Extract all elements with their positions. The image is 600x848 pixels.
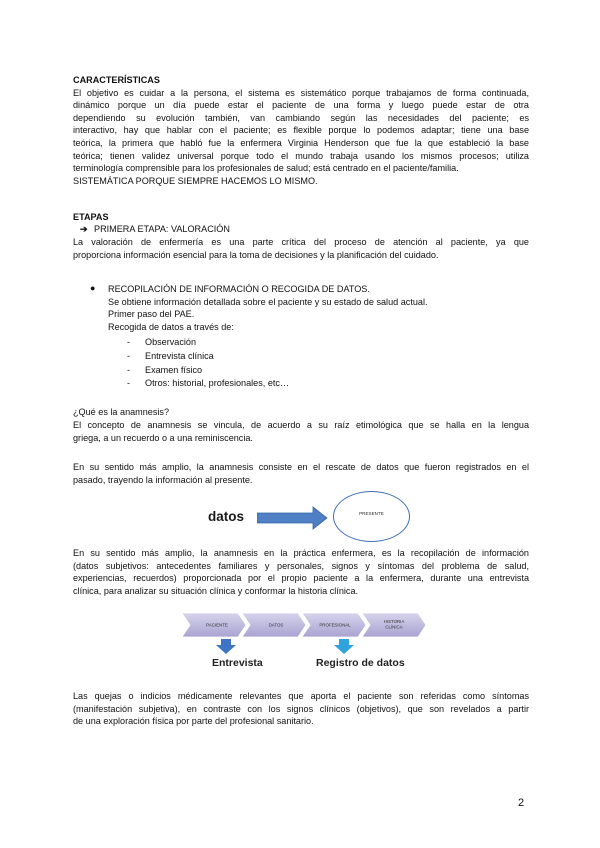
text-line: teórica; tienen validez universal porque todo el mundo trabaja usando los mismos procesos; utiliza xyxy=(73,150,529,161)
chevron-label xyxy=(384,619,405,630)
figure-arrow-right xyxy=(257,503,329,533)
text-line: dependiendo su evolución también, van cambiando según las necesidades del paciente; es xyxy=(73,112,529,123)
arrow-down-icon xyxy=(334,639,354,654)
bullet-icon: ● xyxy=(90,283,96,293)
list-item xyxy=(127,350,289,364)
text-line: (datos subjetivos: antecedentes familiares y personales, signos y síntomas del problema de salud, xyxy=(73,560,529,571)
section-heading-etapas: ETAPAS xyxy=(73,212,109,222)
first-stage-label: PRIMERA ETAPA: VALORACIÓN xyxy=(94,224,230,234)
list-item xyxy=(127,364,289,378)
text-line: proporciona información esencial para la toma de decisiones y la planificación del cuidado. xyxy=(73,249,439,260)
text-line: La valoración de enfermería es una parte crítica del proceso de atención al paciente, ya que xyxy=(73,237,529,247)
text-line: En su sentido más amplio, la anamnesis en la práctica enfermera, es la recopilación de información xyxy=(73,548,529,558)
dash-icon: - xyxy=(127,378,131,389)
anamnesis-definition xyxy=(73,419,529,444)
anamnesis-nursing-sense xyxy=(73,547,529,597)
dash-icon: - xyxy=(127,364,131,375)
chevron-label: DATOS xyxy=(268,622,284,628)
entrevista-label: Entrevista xyxy=(212,657,263,669)
list-item xyxy=(127,377,289,391)
anamnesis-broad-sense xyxy=(73,461,529,486)
list-item-label: Otros: historial, profesionales, etc… xyxy=(145,378,290,389)
dash-icon: - xyxy=(127,337,131,347)
recopilacion-block xyxy=(108,283,428,333)
first-stage-item xyxy=(80,223,230,236)
text-line: Las quejas o indicios médicamente relevantes que aporta el paciente son referidas como síntomas xyxy=(73,691,529,701)
chevron-label-part: HISTORIA xyxy=(383,619,405,624)
dash-icon: - xyxy=(127,350,131,361)
arrow-right-icon: ➔ xyxy=(80,224,88,234)
list-item-label: Examen físico xyxy=(145,364,203,375)
text-line: experiencias, recuerdos) proporcionada por el propio paciente a la enfermera, durante una entrevista xyxy=(73,573,529,584)
methods-list xyxy=(127,336,289,391)
text-line: SISTEMÁTICA PORQUE SIEMPRE HACEMOS LO MISMO. xyxy=(73,175,318,186)
text-line: (manifestación subjetiva), en contraste con los signos clínicos (objetivos), que son revelados a partir xyxy=(73,703,529,714)
text-line: En su sentido más amplio, la anamnesis consiste en el rescate de datos que fueron registrados en el xyxy=(73,462,529,472)
figure-presente-circle xyxy=(333,491,410,542)
text-line: El objetivo es cuidar a la persona, el sistema es sistemático porque trabajamos de forma continuada, xyxy=(73,87,529,98)
registro-datos-label: Registro de datos xyxy=(316,657,405,669)
symptoms-paragraph xyxy=(73,690,529,728)
chevron-label: PACIENTE xyxy=(206,622,228,628)
section-heading-caracteristicas: CARACTERÍSTICAS xyxy=(73,75,160,85)
figure-datos-label: datos xyxy=(208,509,245,524)
text-line: clínica, para analizar su situación clínica y conformar la historia clínica. xyxy=(73,585,359,596)
chevron-label: PROFESIONAL xyxy=(319,622,351,628)
text-line: Primer paso del PAE. xyxy=(108,309,195,320)
arrow-shape xyxy=(257,507,327,529)
text-line: Recogida de datos a través de: xyxy=(108,321,234,332)
list-item xyxy=(127,336,289,350)
text-line: griega, a un recuerdo o a una reminiscencia. xyxy=(73,432,253,443)
chevron-label-part: CLÍNICA xyxy=(385,624,403,630)
text-line: teórica, la primera que habló fue la enfermera Virginia Henderson que fue la que estableció la base xyxy=(73,137,529,148)
list-item-label: Entrevista clínica xyxy=(145,350,214,361)
text-line: pasado, trayendo la información al presente. xyxy=(73,474,253,485)
text-line: interactivo, hay que hablar con el paciente; es flexible porque lo podemos adaptar; tiene una base xyxy=(73,125,529,136)
page-number: 2 xyxy=(518,797,525,809)
caracteristicas-paragraph xyxy=(73,87,529,188)
text-line: de una exploración física por parte del profesional sanitario. xyxy=(73,716,314,727)
list-item-label: Observación xyxy=(145,337,197,347)
text-line: Se obtiene información detallada sobre el paciente y su estado de salud actual. xyxy=(108,296,428,307)
text-line: dinámico porque un día puede estar el paciente de una forma y luego puede estar de otra xyxy=(73,100,529,111)
text-line: terminología comprensible para los profesionales de salud; está centrado en el paciente/familia. xyxy=(73,163,459,174)
presente-label: PRESENTE xyxy=(359,511,384,516)
recopilacion-title: RECOPILACIÓN DE INFORMACIÓN O RECOGIDA DE DATOS. xyxy=(108,284,370,294)
text-line: El concepto de anamnesis se vincula, de acuerdo a su raíz etimológica que se halla en la lengua xyxy=(73,420,529,430)
anamnesis-question: ¿Qué es la anamnesis? xyxy=(73,407,170,417)
arrow-down-icon xyxy=(216,639,236,654)
valoracion-intro xyxy=(73,236,529,261)
